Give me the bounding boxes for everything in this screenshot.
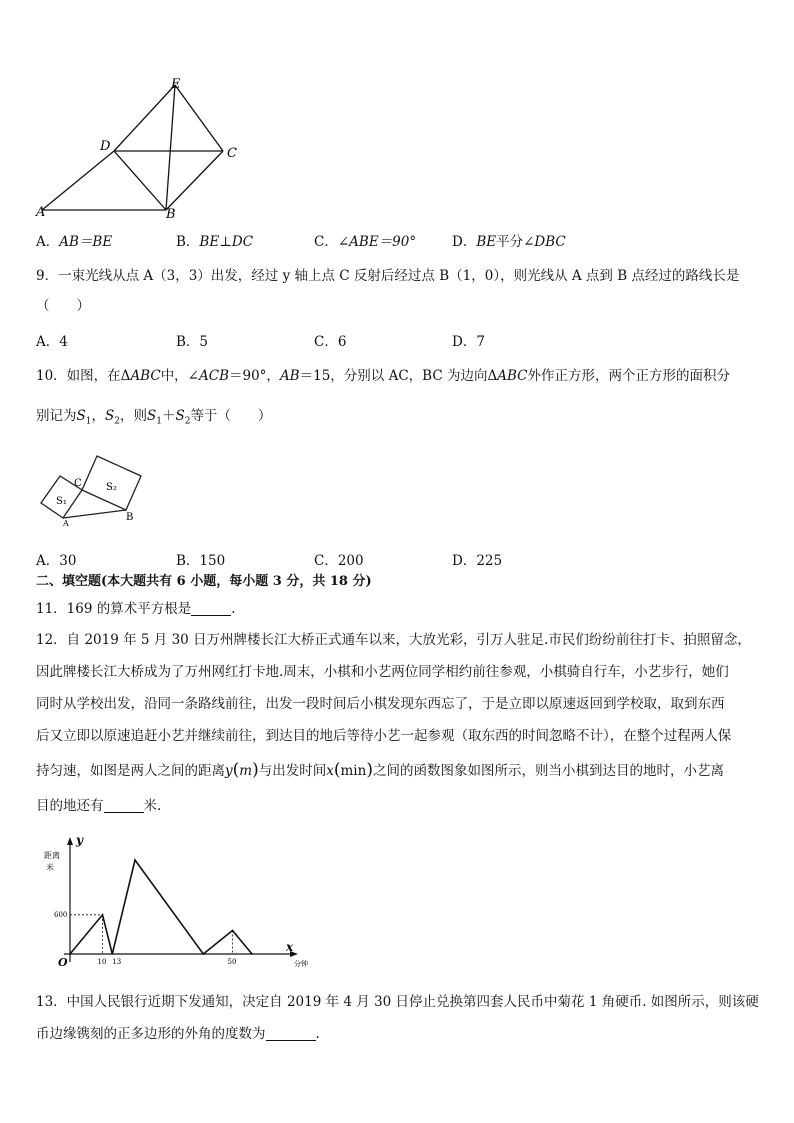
q8-label-D: D <box>100 139 111 154</box>
q8-option-b <box>176 230 253 250</box>
chart-point-0 <box>69 953 71 955</box>
chart-y-unit-2: 米 <box>46 863 54 872</box>
q11-text: 11．169 的算术平方根是 <box>36 601 192 617</box>
q8-line-BE <box>166 85 175 210</box>
q8-label-A: A <box>36 205 46 220</box>
q8-option-b-key: B． <box>176 234 200 250</box>
q10-option-c: C．200 <box>314 553 364 569</box>
chart-origin: O <box>58 956 68 969</box>
q10-option-b: B．150 <box>176 553 226 569</box>
q10-figure <box>38 450 148 528</box>
q12-l5-b: 与出发时间 <box>258 763 327 779</box>
q8-line-DE <box>114 85 175 151</box>
q12-l5-x: x <box>326 763 334 779</box>
q12-l6-b: 米. <box>143 798 162 814</box>
q10-s2: S <box>104 408 115 424</box>
q8-option-d-key: D． <box>452 234 477 250</box>
q12-blank <box>104 798 144 813</box>
q9-option-c: C．6 <box>314 334 347 350</box>
q8-option-d-suffix-it: DBC <box>534 234 566 250</box>
q10-l1-ab: AB <box>279 368 300 384</box>
q13-blank <box>266 1026 316 1041</box>
q10-label-C: C <box>74 478 82 489</box>
q8-option-c-key: C． <box>314 234 338 250</box>
q10-line1 <box>36 366 730 386</box>
q8-option-b-text: BE⊥DC <box>199 234 254 250</box>
q10-s1-again: S <box>146 408 157 424</box>
q8-option-d <box>452 230 566 250</box>
q13-line2-text: 币边缘镌刻的正多边形的外角的度数为 <box>36 1026 266 1042</box>
q12-line4: 后又立即以原速追赶小艺并继续前往，到达目的地后等待小艺一起参观（取东西的时间忽略不计），在整个过程两人保 <box>36 728 732 744</box>
q11 <box>36 599 236 619</box>
q10-label-S1: S₁ <box>56 496 67 507</box>
q10-side-AB <box>63 510 126 518</box>
chart-y-label: y <box>76 833 83 847</box>
q12-line6 <box>36 796 161 816</box>
q10-label-A: A <box>63 519 69 528</box>
q13-end: . <box>315 1026 320 1042</box>
q8-option-a <box>36 230 112 250</box>
chart-x-tick-13: 13 <box>112 958 122 966</box>
q10-s2-again: S <box>175 408 185 424</box>
q10-l1-c: ＝90°， <box>229 368 280 384</box>
q8-line-EC <box>175 85 223 151</box>
q8-option-c-text: ∠ABE＝90° <box>337 234 417 250</box>
q12-l6-a: 目的地还有 <box>36 798 104 814</box>
q10-option-a: A．30 <box>36 553 77 569</box>
q8-line-DB <box>114 151 166 210</box>
q12-l5-c: 之间的函数图象如图所示，则当小棋到达目的地时，小艺离 <box>372 763 724 779</box>
q10-label-S2: S₂ <box>106 482 117 493</box>
chart-x-tick-50: 50 <box>227 958 237 966</box>
q11-blank <box>191 601 231 616</box>
q9-line2: （ ） <box>36 298 90 314</box>
chart-y-tick-600: 600 <box>54 910 68 919</box>
chart-point-4 <box>202 953 204 955</box>
q8-option-d-text: BE <box>476 234 497 250</box>
chart-point-6 <box>251 953 253 955</box>
q13-line2 <box>36 1024 320 1044</box>
q10-l1-abc2: ABC <box>497 368 528 384</box>
q10-s1-sub-again: 1 <box>156 416 162 427</box>
q10-l2-b: ，则 <box>119 408 147 424</box>
q8-option-a-key: A． <box>36 234 60 250</box>
q12-l5-m: m <box>239 763 253 779</box>
q12-line1: 12．自 2019 年 5 月 30 日万州牌楼长江大桥正式通车以来，大放光彩，引万人驻足.市民们纷纷前往打卡、拍照留念， <box>36 632 751 648</box>
chart-series-line <box>70 860 252 954</box>
q12-l5-a: 持匀速，如图是两人之间的距离 <box>36 763 225 779</box>
q9-option-d: D．7 <box>452 334 485 350</box>
q8-line-BC <box>166 151 223 210</box>
q12-line2: 因此牌楼长江大桥成为了万州网红打卡地.周末，小棋和小艺两位同学相约前往参观，小棋骑自行车，小艺步行，她们 <box>36 664 729 680</box>
q10-l2-c: 等于（ ） <box>190 408 272 424</box>
q12-l5-min: min <box>340 763 367 779</box>
chart-point-2 <box>111 953 113 955</box>
q10-s2-sub: 2 <box>114 416 120 427</box>
chart-y-arrow <box>67 837 73 845</box>
q10-s1: S <box>76 408 86 424</box>
q8-label-E: E <box>171 77 181 92</box>
q8-option-a-text: AB＝BE <box>59 234 113 250</box>
q10-l1-d: ＝15，分别以 AC，BC 为边向Δ <box>299 368 498 384</box>
chart-y-unit-1: 距离 <box>44 851 60 860</box>
chart-point-3 <box>134 859 136 861</box>
q10-s2-sub-again: 2 <box>184 416 191 427</box>
q12-line5: 持匀速，如图是两人之间的距离y(m)与出发时间x(min)之间的函数图象如图所示，则当小棋到达目的地时，小艺离 <box>36 760 724 780</box>
q10-l1-a: 10．如图，在Δ <box>36 368 131 384</box>
section2-title: 二、填空题(本大题共有 6 小题，每小题 3 分，共 18 分) <box>36 574 372 589</box>
q8-line-AD <box>42 151 114 210</box>
q10-option-d: D．225 <box>452 553 503 569</box>
q10-s1-sub: 1 <box>85 416 92 427</box>
q10-label-B: B <box>126 512 134 523</box>
q10-l1-acb: ACB <box>199 368 229 384</box>
q10-l2-a: 别记为 <box>36 408 77 424</box>
q13-line1: 13．中国人民银行近期下发通知，决定自 2019 年 4 月 30 日停止兑换第四套人民币中菊花 1 角硬币. 如图所示，则该硬 <box>36 994 759 1010</box>
q8-option-d-suffix: 平分∠ <box>496 234 535 250</box>
chart-x-tick-10: 10 <box>97 958 107 966</box>
q8-label-B: B <box>166 207 176 222</box>
q11-end: . <box>231 601 236 617</box>
q12-line3: 同时从学校出发，沿同一条路线前往，出发一段时间后小棋发现东西忘了，于是立即以原速返回到学校取，取到东西 <box>36 696 725 712</box>
q10-line2: 别记为$S_1$，$S_2$，则$S_1+S_2$等于（ ） <box>36 408 272 427</box>
chart-x-label: x <box>286 940 294 954</box>
q12-distance-chart <box>40 830 320 980</box>
q9-option-a: A．4 <box>36 334 68 350</box>
q8-option-c <box>314 230 416 250</box>
q8-figure <box>30 72 250 222</box>
q8-label-C: C <box>227 146 237 161</box>
q10-l1-e: 外作正方形，两个正方形的面积分 <box>527 368 730 384</box>
q10-l1-b: 中，∠ <box>160 368 199 384</box>
chart-x-unit: 分钟 <box>294 960 308 968</box>
q10-l1-abc: ABC <box>130 368 161 384</box>
q12-l5-y: y <box>225 763 233 779</box>
q9-line1: 9．一束光线从点 A（3，3）出发，经过 y 轴上点 C 反射后经过点 B（1，0），则光线从 A 点到 B 点经过的路线长是 <box>36 268 740 284</box>
q9-option-b: B．5 <box>176 334 209 350</box>
